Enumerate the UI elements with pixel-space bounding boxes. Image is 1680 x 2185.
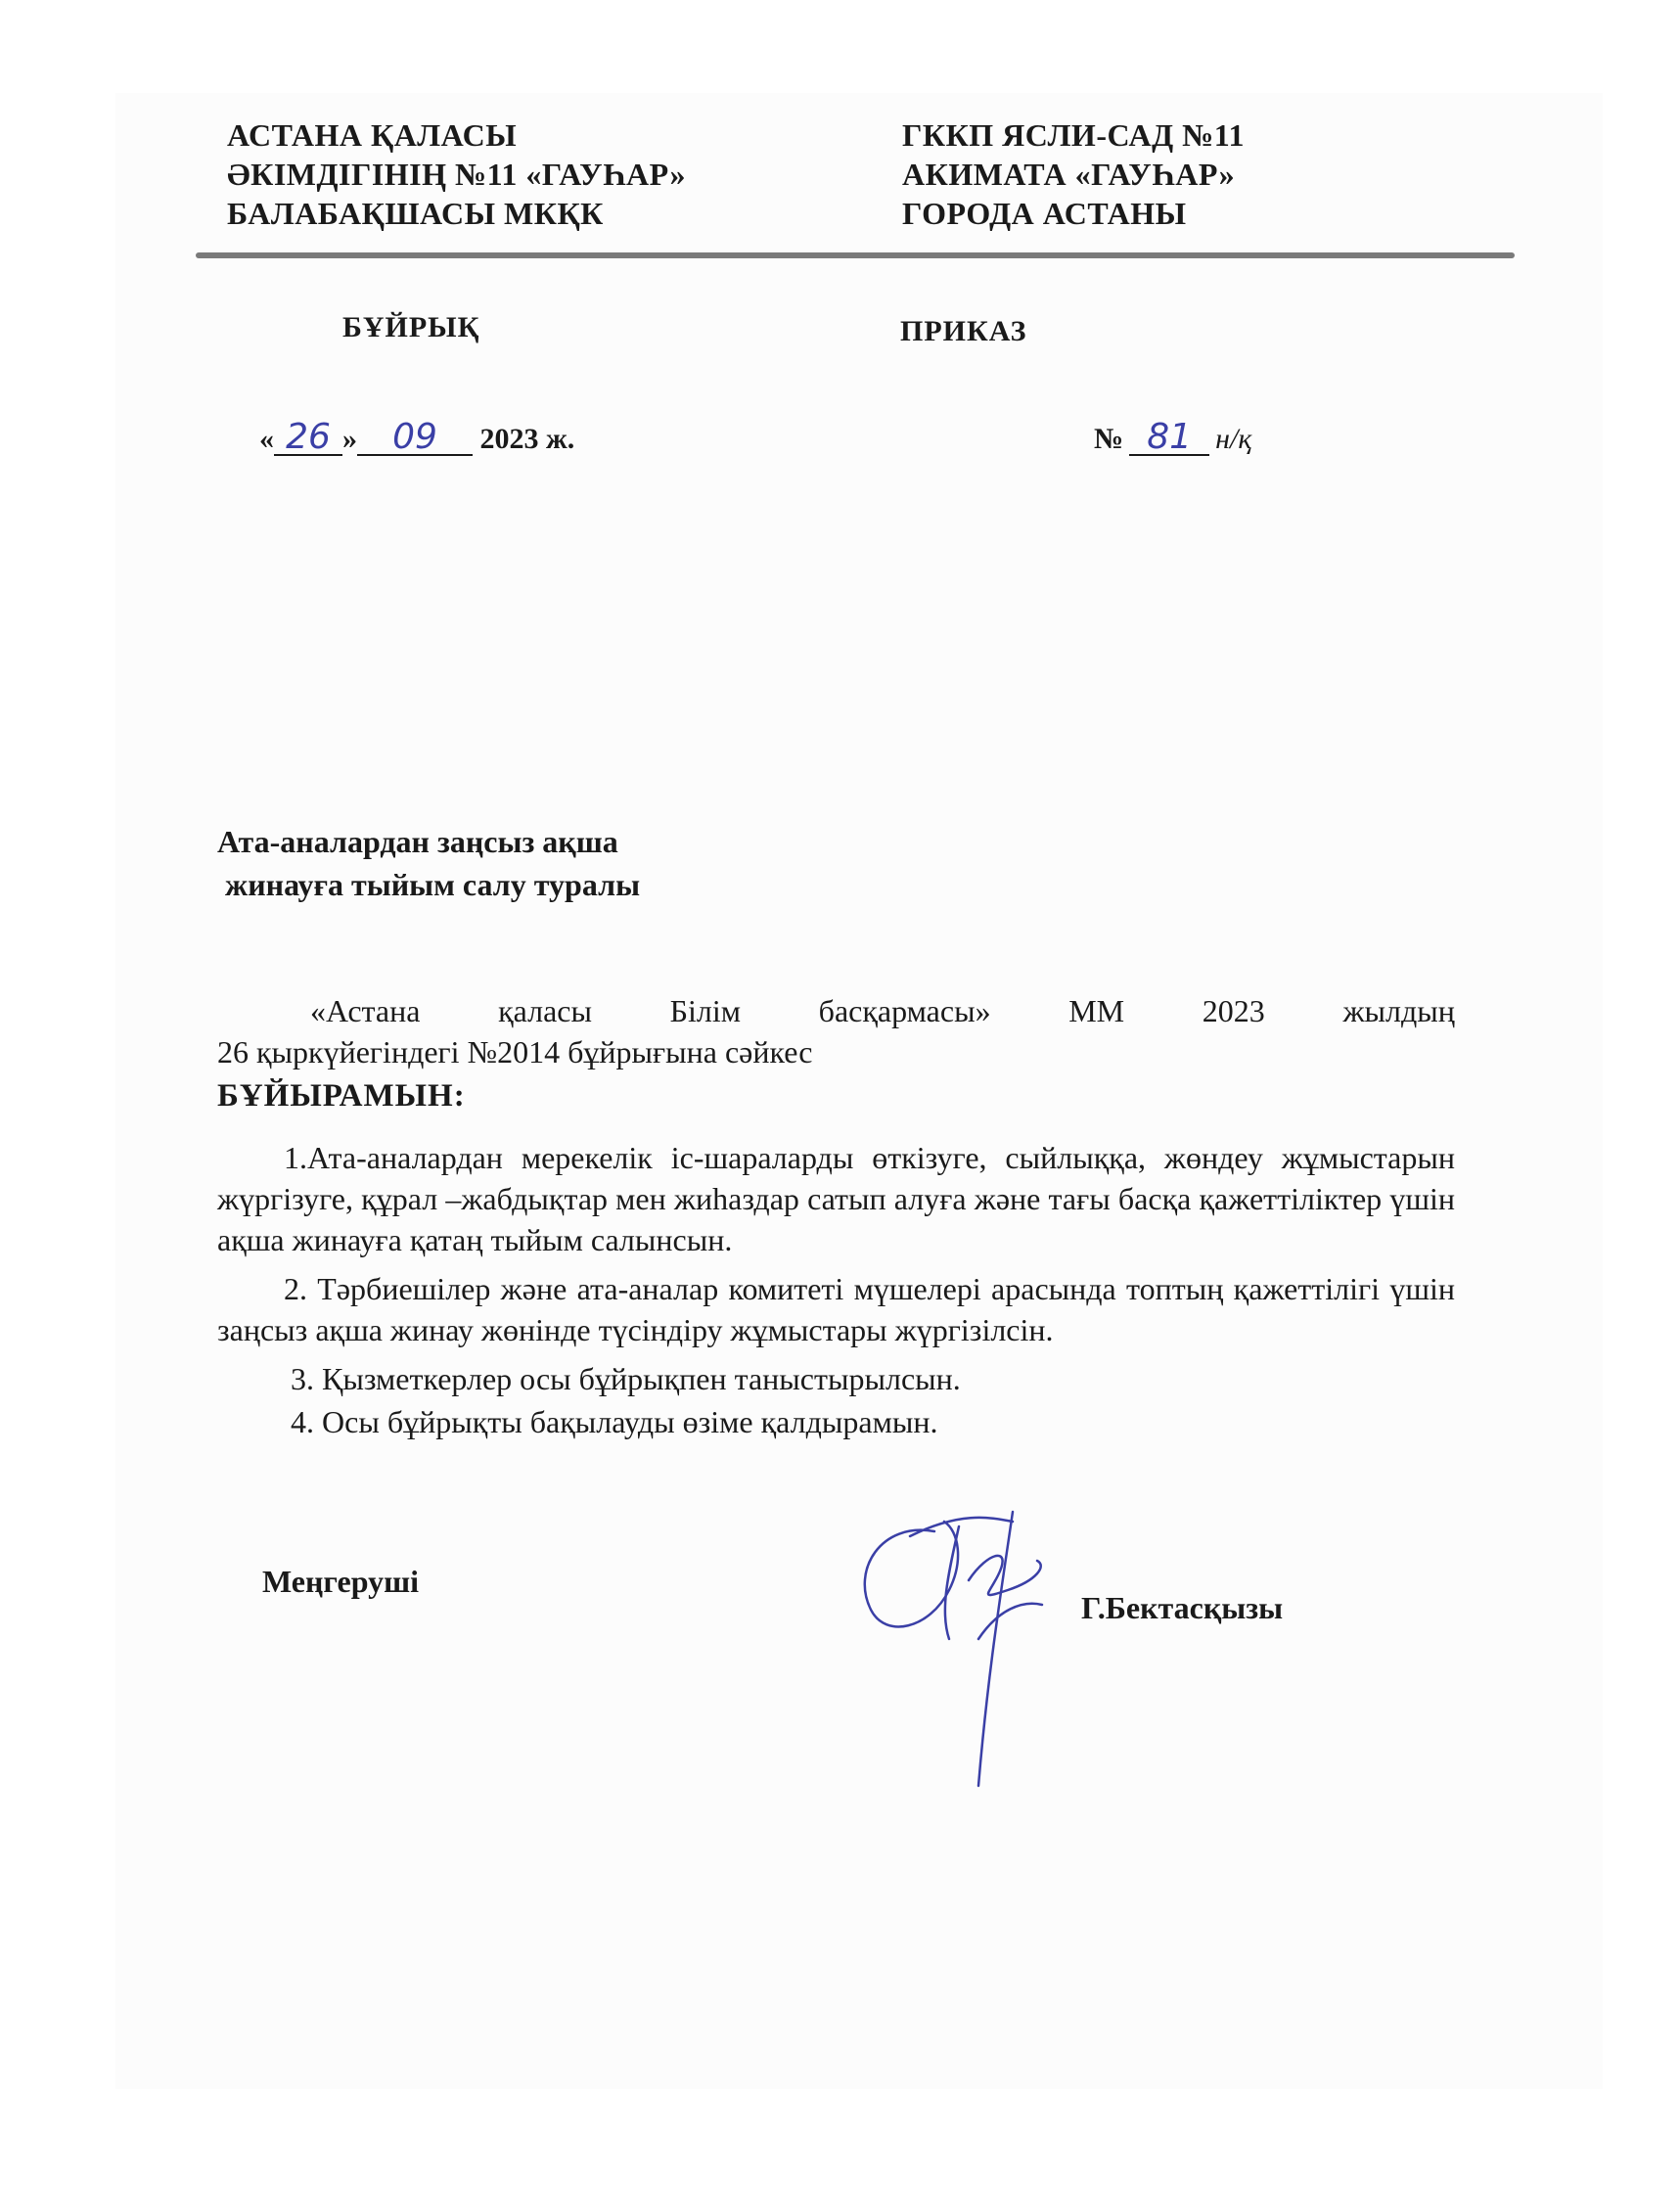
decree-heading: БҰЙЫРАМЫН: (217, 1078, 466, 1114)
order-subject (217, 820, 640, 906)
order-item-1: 1.Ата-аналардан мерекелік іс-шараларды өткізуге, сыйлыққа, жөндеу жұмыстарын жүргізуге, құрал –жабдықтар мен жиһаздар сатып алуға және тағы басқа қажеттіліктер үшін ақша жинауға қатаң тыйым салынсын. (217, 1140, 1455, 1257)
preamble-word: жылдың (1342, 993, 1455, 1028)
handwritten-signature (841, 1492, 1096, 1805)
header-ru-line-1: ГККП ЯСЛИ-САД №11 (902, 117, 1245, 153)
preamble-line-2: 26 қыркүйегіндегі №2014 бұйрығына сәйкес (217, 1034, 813, 1070)
order-date (259, 417, 575, 457)
date-month-handwritten: 09 (357, 421, 473, 456)
order-item-4: 4. Осы бұйрықты бақылауды өзіме қалдырамын. (291, 1404, 938, 1439)
preamble (217, 990, 1455, 1072)
number-handwritten: 81 (1129, 421, 1209, 456)
header-ru-line-3: ГОРОДА АСТАНЫ (902, 196, 1187, 231)
date-open-quote: « (259, 423, 274, 455)
number-prefix: № (1094, 423, 1124, 455)
signatory-title: Меңгеруші (262, 1564, 420, 1599)
doc-type-ru: ПРИКАЗ (900, 315, 1027, 347)
preamble-line-1 (217, 990, 1455, 1031)
date-year: 2023 ж. (479, 423, 575, 455)
header-kz (227, 115, 686, 233)
doc-type-kz: БҰЙРЫҚ (342, 311, 480, 343)
order-number (1094, 417, 1252, 457)
date-day-handwritten: 26 (274, 421, 342, 456)
preamble-word: 2023 (1202, 993, 1265, 1028)
number-suffix: н/қ (1215, 423, 1252, 455)
header-kz-line-3: БАЛАБАҚШАСЫ МКҚК (227, 196, 604, 231)
preamble-word: ММ (1068, 993, 1125, 1028)
order-item-2: 2. Тәрбиешілер және ата-аналар комитеті мүшелері арасында топтың қажеттілігі үшін заңсыз ақша жинау жөнінде түсіндіру жұмыстары жүргізілсін. (217, 1271, 1455, 1347)
header-divider (196, 252, 1515, 258)
preamble-word: қаласы (498, 993, 592, 1028)
order-items (217, 1137, 1455, 1444)
signatory-name: Г.Бектасқызы (1081, 1590, 1284, 1625)
date-close-quote: » (342, 423, 357, 455)
preamble-word: Білім (669, 993, 742, 1028)
preamble-word: «Астана (310, 993, 421, 1028)
subject-line-1: Ата-аналардан заңсыз ақша (217, 824, 618, 859)
preamble-word: басқармасы» (818, 993, 991, 1028)
header-kz-line-1: АСТАНА ҚАЛАСЫ (227, 117, 518, 153)
header-ru-line-2: АКИМАТА «ГАУҺАР» (902, 157, 1236, 192)
subject-line-2: жинауға тыйым салу туралы (225, 867, 641, 902)
order-item-3: 3. Қызметкерлер осы бұйрықпен таныстырылсын. (291, 1361, 961, 1396)
header-ru (902, 115, 1245, 233)
header-kz-line-2: ӘКІМДІГІНІҢ №11 «ГАУҺАР» (227, 157, 686, 192)
